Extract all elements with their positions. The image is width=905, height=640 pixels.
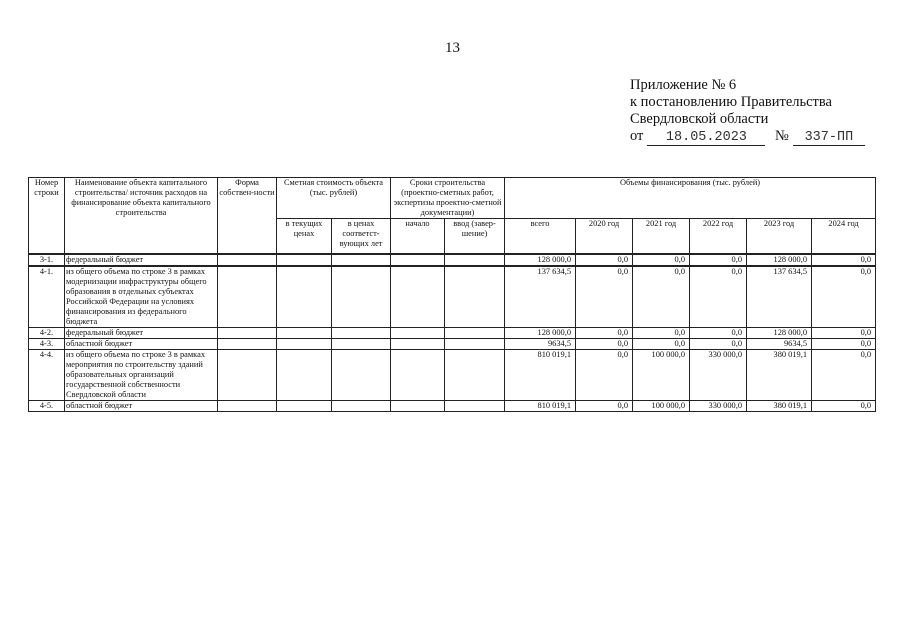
page-number: 13 bbox=[445, 40, 460, 56]
appendix-resolution: к постановлению Правительства bbox=[630, 94, 832, 110]
row-total: 128 000,0 bbox=[505, 328, 576, 339]
row-cost-years bbox=[332, 254, 391, 266]
row-ownership bbox=[218, 266, 277, 328]
appendix-block bbox=[630, 77, 890, 146]
row-name: из общего объема по строке 3 в рамках мероприятия по строительству зданий образовательных организаций государственной собственности Свердловской области bbox=[65, 350, 218, 401]
row-end bbox=[445, 328, 505, 339]
row-2024: 0,0 bbox=[812, 328, 876, 339]
row-cost-years bbox=[332, 401, 391, 412]
row-2022: 0,0 bbox=[690, 254, 747, 266]
row-2024: 0,0 bbox=[812, 350, 876, 401]
financing-table bbox=[28, 177, 876, 412]
row-number: 4-5. bbox=[29, 401, 65, 412]
row-total: 128 000,0 bbox=[505, 254, 576, 266]
appendix-date-line bbox=[630, 128, 890, 146]
row-2022: 0,0 bbox=[690, 339, 747, 350]
row-end bbox=[445, 401, 505, 412]
row-2020: 0,0 bbox=[576, 350, 633, 401]
row-number: 4-4. bbox=[29, 350, 65, 401]
header-funding: Объемы финансирования (тыс. рублей) bbox=[505, 178, 876, 219]
row-2021: 100 000,0 bbox=[633, 350, 690, 401]
row-ownership bbox=[218, 339, 277, 350]
row-number: 4-1. bbox=[29, 266, 65, 328]
row-2022: 0,0 bbox=[690, 266, 747, 328]
resolution-date: 18.05.2023 bbox=[647, 129, 765, 146]
header-terms-end: ввод (завер-шение) bbox=[445, 219, 505, 255]
header-ownership: Форма собствен-ности bbox=[218, 178, 277, 255]
header-2021: 2021 год bbox=[633, 219, 690, 255]
row-2022: 0,0 bbox=[690, 328, 747, 339]
header-2020: 2020 год bbox=[576, 219, 633, 255]
from-label: от bbox=[630, 128, 644, 144]
row-ownership bbox=[218, 328, 277, 339]
row-cost-current bbox=[277, 350, 332, 401]
row-cost-years bbox=[332, 328, 391, 339]
row-total: 9634,5 bbox=[505, 339, 576, 350]
row-number: 3-1. bbox=[29, 254, 65, 266]
row-total: 810 019,1 bbox=[505, 401, 576, 412]
row-2021: 0,0 bbox=[633, 339, 690, 350]
row-name: областной бюджет bbox=[65, 401, 218, 412]
row-start bbox=[391, 339, 445, 350]
row-cost-years bbox=[332, 350, 391, 401]
row-start bbox=[391, 266, 445, 328]
header-cost-years: в ценах соответст-вующих лет bbox=[332, 219, 391, 255]
row-2022: 330 000,0 bbox=[690, 350, 747, 401]
row-2024: 0,0 bbox=[812, 254, 876, 266]
table-row bbox=[29, 328, 876, 339]
row-total: 810 019,1 bbox=[505, 350, 576, 401]
header-terms-start: начало bbox=[391, 219, 445, 255]
row-2024: 0,0 bbox=[812, 339, 876, 350]
row-end bbox=[445, 266, 505, 328]
row-ownership bbox=[218, 254, 277, 266]
row-name: из общего объема по строке 3 в рамках модернизации инфраструктуры общего образования в отдельных субъектах Российской Федерации на условиях финансирования из федерального бюджета bbox=[65, 266, 218, 328]
header-terms: Сроки строительства (проектно-сметных работ, экспертизы проектно-сметной документации) bbox=[391, 178, 505, 219]
row-2020: 0,0 bbox=[576, 328, 633, 339]
row-number: 4-3. bbox=[29, 339, 65, 350]
row-end bbox=[445, 254, 505, 266]
appendix-region: Свердловской области bbox=[630, 111, 769, 127]
row-cost-current bbox=[277, 266, 332, 328]
row-name: федеральный бюджет bbox=[65, 328, 218, 339]
resolution-number: 337-ПП bbox=[793, 129, 865, 146]
row-name: областной бюджет bbox=[65, 339, 218, 350]
row-2023: 128 000,0 bbox=[747, 328, 812, 339]
row-2021: 0,0 bbox=[633, 328, 690, 339]
row-cost-current bbox=[277, 254, 332, 266]
table-row bbox=[29, 401, 876, 412]
table-row bbox=[29, 266, 876, 328]
row-number: 4-2. bbox=[29, 328, 65, 339]
row-2020: 0,0 bbox=[576, 254, 633, 266]
row-end bbox=[445, 339, 505, 350]
row-cost-current bbox=[277, 328, 332, 339]
row-2024: 0,0 bbox=[812, 266, 876, 328]
header-total: всего bbox=[505, 219, 576, 255]
row-start bbox=[391, 350, 445, 401]
table-row bbox=[29, 339, 876, 350]
table-row bbox=[29, 350, 876, 401]
row-cost-years bbox=[332, 266, 391, 328]
header-2024: 2024 год bbox=[812, 219, 876, 255]
header-2022: 2022 год bbox=[690, 219, 747, 255]
row-start bbox=[391, 401, 445, 412]
row-2023: 380 019,1 bbox=[747, 350, 812, 401]
row-2024: 0,0 bbox=[812, 401, 876, 412]
row-2023: 128 000,0 bbox=[747, 254, 812, 266]
number-label: № bbox=[775, 128, 789, 144]
row-2023: 137 634,5 bbox=[747, 266, 812, 328]
table-row bbox=[29, 254, 876, 266]
row-2023: 380 019,1 bbox=[747, 401, 812, 412]
row-2021: 100 000,0 bbox=[633, 401, 690, 412]
row-2021: 0,0 bbox=[633, 254, 690, 266]
row-cost-years bbox=[332, 339, 391, 350]
header-cost: Сметная стоимость объекта (тыс. рублей) bbox=[277, 178, 391, 219]
row-2021: 0,0 bbox=[633, 266, 690, 328]
row-2023: 9634,5 bbox=[747, 339, 812, 350]
appendix-title: Приложение № 6 bbox=[630, 77, 737, 93]
row-cost-current bbox=[277, 401, 332, 412]
header-name: Наименование объекта капитального строительства/ источник расходов на финансирование объекта капитального строительства bbox=[65, 178, 218, 255]
header-2023: 2023 год bbox=[747, 219, 812, 255]
header-row-number: Номер строки bbox=[29, 178, 65, 255]
row-end bbox=[445, 350, 505, 401]
row-total: 137 634,5 bbox=[505, 266, 576, 328]
row-ownership bbox=[218, 401, 277, 412]
row-cost-current bbox=[277, 339, 332, 350]
row-2020: 0,0 bbox=[576, 339, 633, 350]
header-cost-current: в текущих ценах bbox=[277, 219, 332, 255]
row-name: федеральный бюджет bbox=[65, 254, 218, 266]
row-ownership bbox=[218, 350, 277, 401]
row-start bbox=[391, 328, 445, 339]
row-2020: 0,0 bbox=[576, 266, 633, 328]
row-2022: 330 000,0 bbox=[690, 401, 747, 412]
row-2020: 0,0 bbox=[576, 401, 633, 412]
row-start bbox=[391, 254, 445, 266]
